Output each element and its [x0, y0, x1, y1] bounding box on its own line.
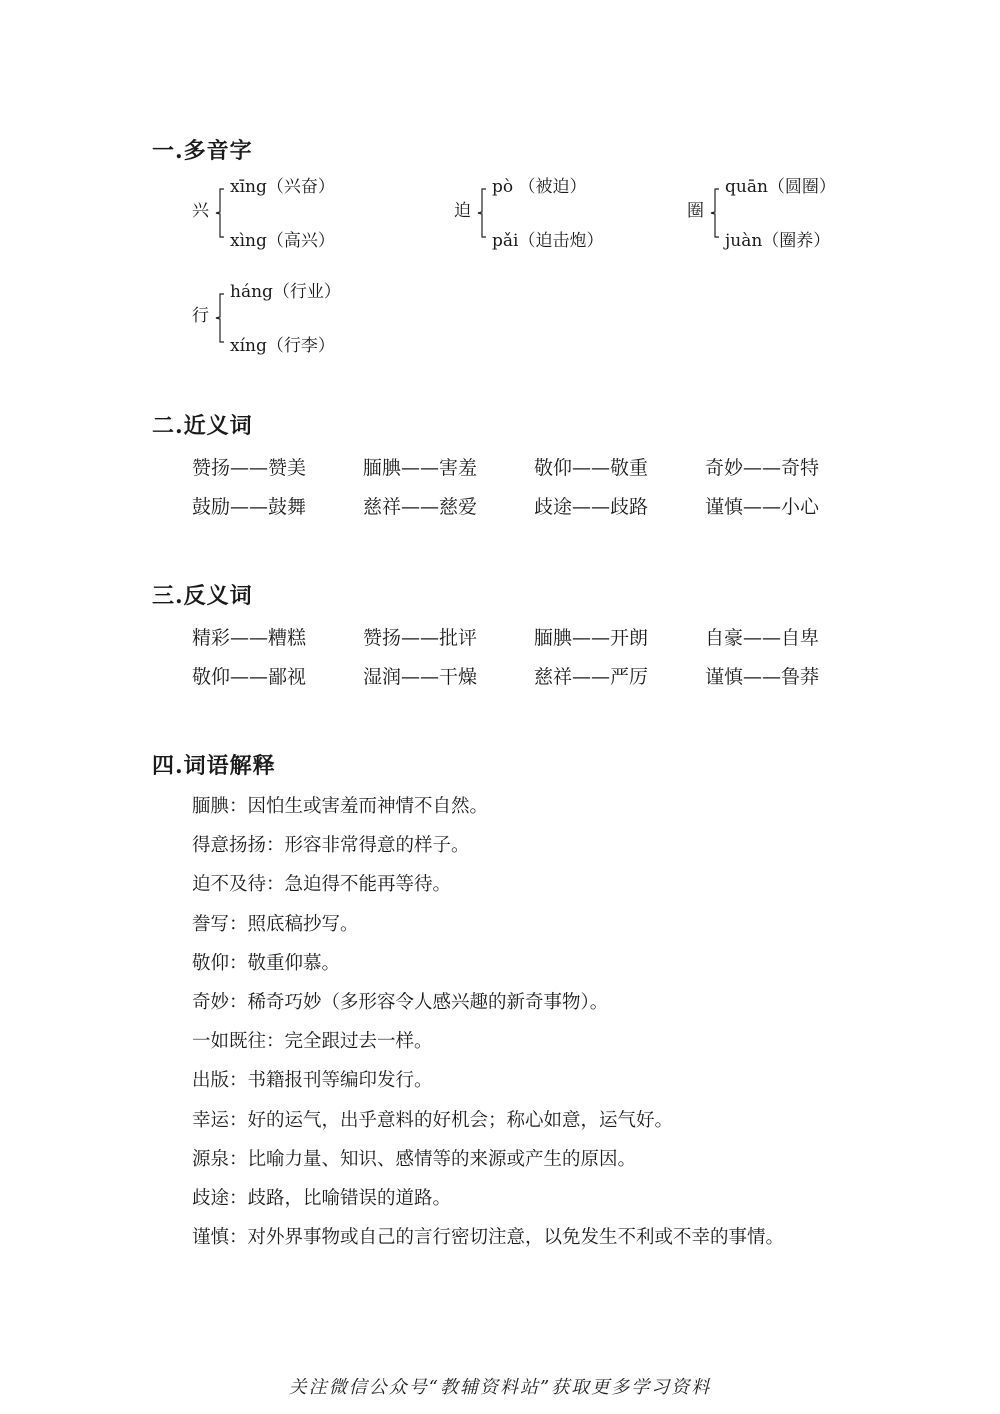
polyphone-char: 圈	[687, 201, 704, 221]
definition-item: 奇妙：稀奇巧妙（多形容令人感兴趣的新奇事物）。	[192, 991, 609, 1013]
polyphone-reading: quān（圆圈）	[725, 177, 836, 197]
synonym-pair: 鼓励——鼓舞	[192, 496, 307, 518]
synonym-pair: 歧途——歧路	[534, 496, 649, 518]
definition-item: 幸运：好的运气，出乎意料的好机会；称心如意，运气好。	[192, 1109, 674, 1131]
bracket-icon	[477, 188, 487, 238]
polyphone-group	[192, 282, 432, 356]
synonym-row	[192, 493, 892, 532]
polyphone-reading: pò （被迫）	[492, 177, 587, 197]
polyphone-reading: háng（行业）	[230, 282, 341, 302]
polyphone-group	[192, 177, 432, 251]
section-title-synonyms: 二.近义词	[152, 413, 253, 439]
synonym-row	[192, 454, 892, 493]
definition-item: 敬仰：敬重仰慕。	[192, 952, 341, 974]
synonym-grid	[192, 454, 892, 532]
synonym-pair: 谨慎——小心	[705, 496, 820, 518]
antonym-pair: 敬仰——鄙视	[192, 666, 307, 688]
synonym-pair: 慈祥——慈爱	[363, 496, 478, 518]
bracket-icon	[710, 188, 720, 238]
polyphone-group	[454, 177, 694, 251]
antonym-pair: 精彩——糟糕	[192, 627, 307, 649]
definition-list	[192, 793, 952, 1263]
section-title-antonyms: 三.反义词	[152, 583, 253, 609]
synonym-pair: 赞扬——赞美	[192, 457, 307, 479]
synonym-pair: 敬仰——敬重	[534, 457, 649, 479]
polyphone-char: 兴	[192, 201, 209, 221]
polyphone-reading: xíng（行李）	[230, 336, 335, 356]
definition-item: 誊写：照底稿抄写。	[192, 913, 359, 935]
polyphone-char: 行	[192, 306, 209, 326]
definition-item: 歧途：歧路，比喻错误的道路。	[192, 1187, 452, 1209]
bracket-icon	[215, 188, 225, 238]
polyphone-reading: xīng（兴奋）	[230, 177, 335, 197]
synonym-pair: 奇妙——奇特	[705, 457, 820, 479]
bracket-icon	[215, 293, 225, 343]
polyphone-group	[687, 177, 927, 251]
antonym-row	[192, 663, 892, 702]
definition-item: 源泉：比喻力量、知识、感情等的来源或产生的原因。	[192, 1148, 637, 1170]
definition-item: 出版：书籍报刊等编印发行。	[192, 1070, 433, 1092]
footer-note: 关注微信公众号“教辅资料站”获取更多学习资料	[288, 1377, 712, 1398]
antonym-pair: 腼腆——开朗	[534, 627, 649, 649]
definition-item: 谨慎：对外界事物或自己的言行密切注意，以免发生不利或不幸的事情。	[192, 1227, 785, 1249]
antonym-pair: 谨慎——鲁莽	[705, 666, 820, 688]
antonym-pair: 赞扬——批评	[363, 627, 478, 649]
antonym-pair: 自豪——自卑	[705, 627, 820, 649]
antonym-pair: 慈祥——严厉	[534, 666, 649, 688]
synonym-pair: 腼腆——害羞	[363, 457, 478, 479]
definition-item: 一如既往：完全跟过去一样。	[192, 1031, 433, 1053]
definition-item: 迫不及待：急迫得不能再等待。	[192, 874, 452, 896]
antonym-pair: 湿润——干燥	[363, 666, 478, 688]
definition-item: 得意扬扬：形容非常得意的样子。	[192, 835, 470, 857]
polyphone-reading: juàn（圈养）	[725, 231, 831, 251]
polyphone-reading: pǎi（迫击炮）	[492, 231, 604, 251]
section-title-definitions: 四.词语解释	[152, 753, 276, 779]
definition-item: 腼腆：因怕生或害羞而神情不自然。	[192, 796, 489, 817]
antonym-grid	[192, 624, 892, 702]
polyphone-char: 迫	[454, 201, 471, 221]
section-title-polyphones: 一.多音字	[152, 138, 253, 164]
polyphone-reading: xìng（高兴）	[230, 231, 335, 251]
antonym-row	[192, 624, 892, 663]
